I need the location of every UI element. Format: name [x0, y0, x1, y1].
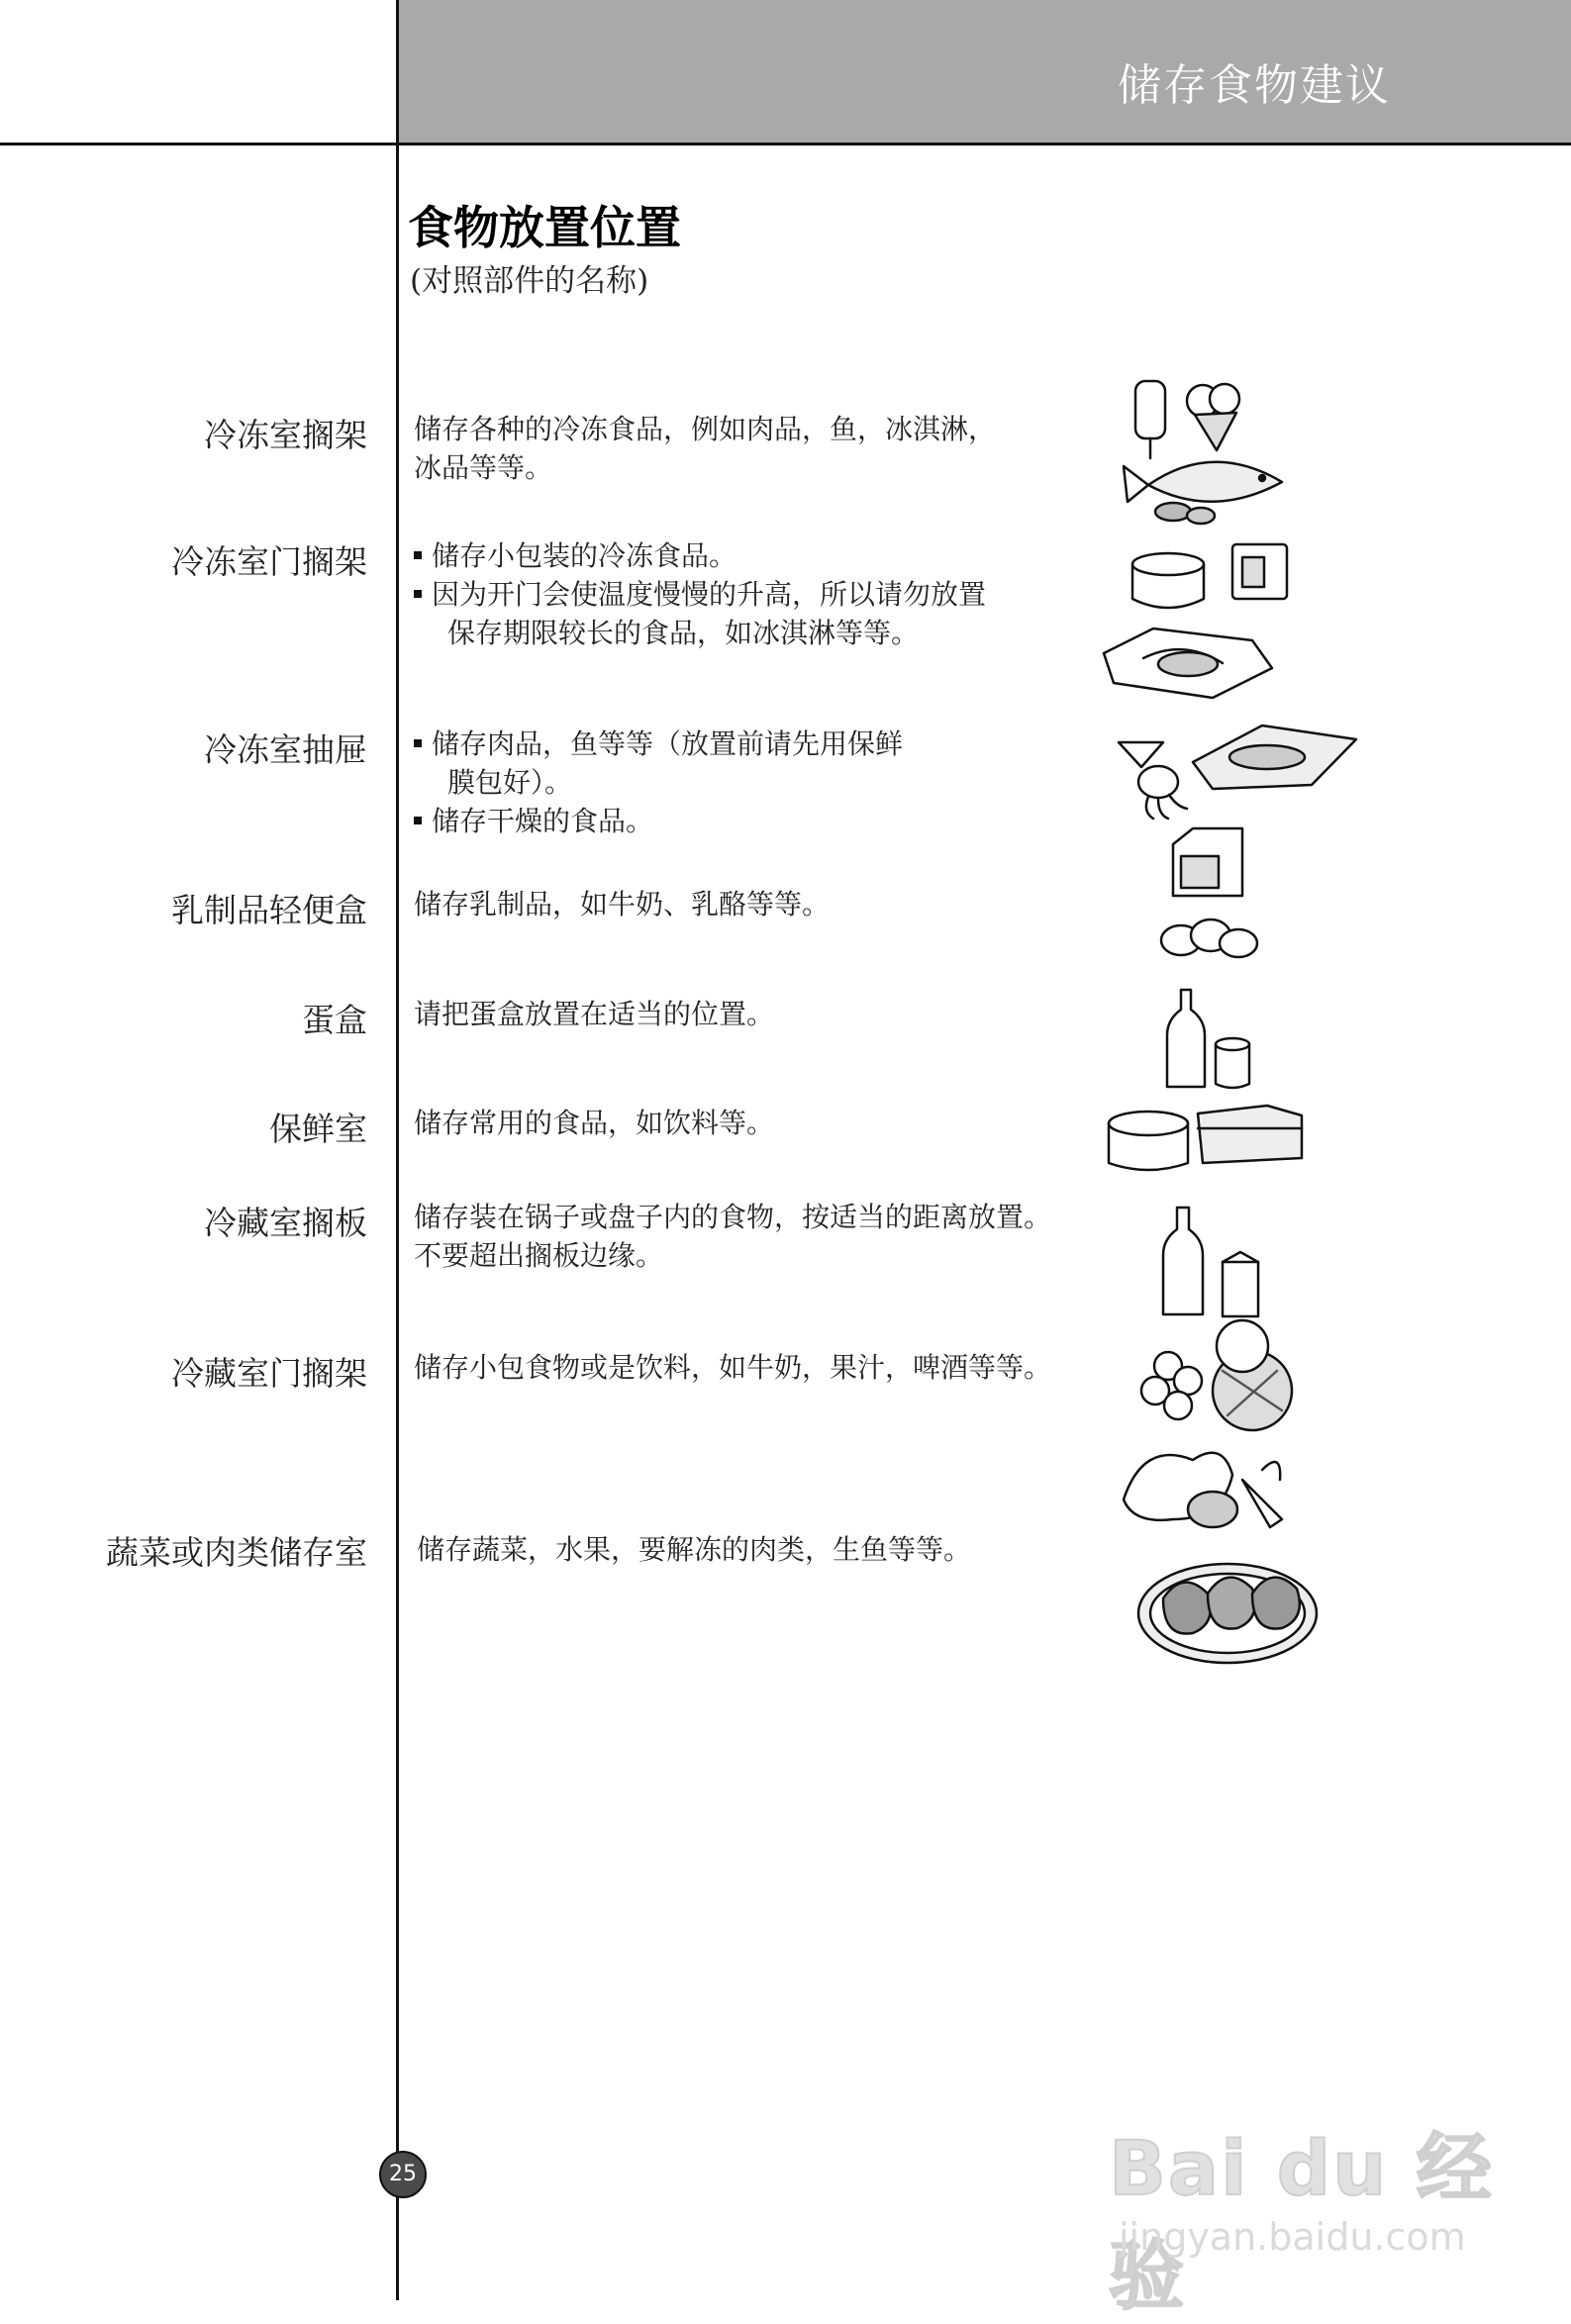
page-number: 25	[379, 2151, 427, 2198]
desc-line: 储存装在锅子或盘子内的食物，按适当的距离放置。	[414, 1201, 1052, 1233]
header-band	[398, 0, 1571, 145]
watermark-url: jingyan.baidu.com	[1119, 2215, 1466, 2259]
desc-line: 请把蛋盒放置在适当的位置。	[414, 998, 775, 1030]
bullet-text: 因为开门会使温度慢慢的升高，所以请勿放置	[432, 578, 987, 611]
desc-line: 储存小包食物或是饮料，如牛奶，果汁，啤酒等等。	[414, 1351, 1052, 1384]
meat-plate-icon	[1138, 1564, 1317, 1663]
section-desc-dairy-box	[414, 885, 1087, 923]
bullet-item	[414, 725, 1087, 802]
section-desc-egg-box	[414, 995, 1087, 1033]
fish-icon	[1124, 462, 1282, 524]
bullet-text: 储存肉品，鱼等等（放置前请先用保鲜	[432, 727, 904, 760]
watermark	[1109, 2088, 1505, 2320]
food-containers-icon	[1109, 1106, 1302, 1170]
bottle-and-can-icon	[1167, 990, 1249, 1088]
bullet-item	[414, 802, 1087, 840]
desc-line: 储存蔬菜，水果，要解冻的肉类，生鱼等等。	[417, 1533, 972, 1566]
section-desc-freezer-door-shelf	[414, 536, 1087, 652]
bullet-text: 储存小包装的冷冻食品。	[432, 539, 737, 572]
section-label-fridge-door-shelf: 冷藏室门搁架	[171, 1354, 367, 1393]
vegetables-icon	[1124, 1453, 1282, 1527]
section-label-freezer-shelf: 冷冻室搁架	[204, 416, 367, 454]
desc-line: 储存常用的食品，如饮料等。	[414, 1107, 775, 1139]
header-title: 储存食物建议	[1118, 60, 1391, 111]
milk-carton-icon	[1173, 828, 1242, 896]
bullet-item	[414, 575, 1087, 652]
food-illustrations	[1094, 371, 1381, 1757]
bullet-text-continued: 膜包好）。	[447, 766, 573, 799]
desc-line: 不要超出搁板边缘。	[414, 1239, 664, 1272]
watermark-brand: Bai du 经验	[1109, 2124, 1494, 2320]
bullet-text: 储存干燥的食品。	[432, 805, 654, 837]
desc-line: 储存乳制品，如牛奶、乳酪等等。	[414, 888, 831, 920]
section-label-dairy-box: 乳制品轻便盒	[171, 891, 367, 929]
section-desc-fridge-door-shelf	[414, 1348, 1087, 1387]
section-label-fresh-room: 保鲜室	[269, 1110, 367, 1148]
section-label-vegetable-meat-room: 蔬菜或肉类储存室	[106, 1533, 367, 1572]
frozen-package-icon	[1104, 629, 1272, 698]
section-label-freezer-drawer: 冷冻室抽屉	[204, 730, 367, 769]
drinks-icon	[1163, 1208, 1258, 1316]
bullet-item	[414, 536, 1087, 575]
page-subtitle: (对照部件的名称)	[410, 263, 649, 299]
vertical-divider	[396, 0, 399, 2300]
section-label-freezer-door-shelf: 冷冻室门搁架	[171, 542, 367, 581]
page-title: 食物放置位置	[408, 201, 681, 254]
desc-line: 冰品等等。	[414, 451, 553, 484]
section-desc-fresh-room	[414, 1104, 1087, 1142]
eggs-icon	[1161, 920, 1257, 957]
header-rule	[0, 143, 1571, 145]
fruits-icon	[1141, 1320, 1292, 1430]
section-desc-fridge-shelf	[414, 1198, 1087, 1275]
section-desc-freezer-shelf	[414, 410, 1087, 487]
section-label-egg-box: 蛋盒	[302, 1001, 367, 1039]
section-desc-freezer-drawer	[414, 725, 1087, 840]
desc-line: 储存各种的冷冻食品，例如肉品，鱼，冰淇淋，	[414, 413, 997, 445]
section-desc-vegetable-meat-room	[417, 1530, 1090, 1569]
bullet-text-continued: 保存期限较长的食品，如冰淇淋等等。	[447, 617, 920, 649]
canned-food-icon	[1132, 544, 1287, 608]
ice-cream-icon	[1135, 381, 1239, 458]
squid-icon	[1119, 726, 1356, 819]
section-label-fridge-shelf: 冷藏室搁板	[204, 1204, 367, 1242]
